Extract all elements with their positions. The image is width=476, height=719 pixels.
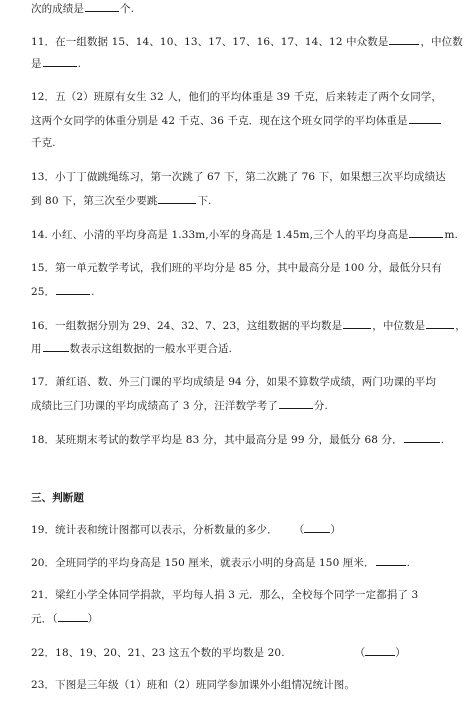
q15-text-b: 25． [31, 286, 56, 298]
q16-line-2 [31, 341, 464, 356]
q20-text-b: . [406, 557, 411, 569]
q14-unit: m. [444, 229, 458, 241]
q12-text: 12．五（2）班原有女生 32 人，他们的平均体重是 39 千克，后来转走了两个女同学， [31, 91, 443, 103]
q21-text-b: 元． [31, 613, 53, 625]
q12-line-2 [31, 113, 464, 128]
q17-line-2 [31, 398, 464, 413]
q14-answer-blank[interactable] [409, 227, 443, 238]
q11-line-1 [31, 34, 464, 49]
q13-line-1 [31, 170, 464, 184]
q20-line [31, 555, 464, 570]
q18-text: 18．某班期末考试的数学平均是 83 分，其中最高分是 99 分，最低分 68 分． [31, 434, 403, 446]
q16-choice-blank[interactable] [43, 341, 69, 352]
section-heading-judgement [31, 491, 464, 505]
q21-line-1 [31, 588, 464, 602]
q12-text-b: 这两个女同学的体重分别是 42 千克、36 千克．现在这个班女同学的平均体重是 [31, 115, 408, 127]
q15-line-1 [31, 261, 464, 275]
q21-paren-close: ） [87, 613, 99, 625]
q22-answer-blank[interactable] [365, 645, 395, 656]
q21-paren-open: （ [52, 613, 58, 625]
q16-mean-blank[interactable] [343, 318, 371, 329]
q16-text-e: 数表示这组数据的一般水平更合适. [69, 343, 233, 355]
q15-answer-blank[interactable] [56, 284, 90, 295]
q13-text: 13．小丁丁做跳绳练习，第一次跳了 67 下，第二次跳了 76 下，如果想三次平均成绩达 [31, 171, 446, 183]
q12-text-c: 千克. [31, 137, 56, 149]
q13-text-b: 到 80 下，第三次至少要跳 [31, 195, 158, 207]
q21-text: 21．梁红小学全体同学捐款，平均每人捐 3 元．那么，全校每个同学一定都捐了 3 [31, 589, 419, 601]
q17-text-b: 成绩比三门功课的平均成绩高了 3 分，汪洋数学考了 [31, 400, 278, 412]
q10-answer-blank[interactable] [85, 1, 119, 12]
q18-line [31, 432, 464, 447]
q16-median-blank[interactable] [426, 318, 454, 329]
q17-line-1 [31, 375, 464, 389]
q11-text-d: . [77, 58, 82, 70]
q12-line-3 [31, 136, 464, 150]
q10-text: 次的成绩是 [31, 3, 84, 15]
q19-line [31, 522, 464, 537]
q11-text-c: 是 [31, 58, 42, 70]
q17-answer-blank[interactable] [279, 398, 313, 409]
q11-text-b: ，中位数 [420, 36, 463, 48]
q16-text-b: ，中位数是 [372, 320, 426, 332]
q16-text-c: ， [455, 320, 466, 332]
q15-text-c: . [91, 286, 95, 298]
q16-line-1 [31, 318, 464, 333]
q23-text: 23．下图是三年级（1）班和（2）班同学参加课外小组情况统计图。 [31, 679, 355, 691]
q18-text-b: . [440, 434, 445, 446]
q11-mode-blank[interactable] [389, 34, 419, 45]
q13-text-c: 下. [197, 195, 212, 207]
q16-text-d: 用 [31, 343, 42, 355]
q12-answer-blank[interactable] [409, 113, 441, 124]
q20-answer-blank[interactable] [376, 555, 406, 566]
q13-line-2 [31, 193, 464, 208]
q14-line [31, 227, 464, 242]
q22-text: 22．18、19、20、21、23 这五个数的平均数是 20. [31, 647, 285, 659]
q22-line [31, 645, 464, 660]
q22-paren-open: （ [354, 647, 366, 659]
q14-text: 14. 小红、小清的平均身高是 1.33m,小军的身高是 1.45m,三个人的平均身高是 [31, 229, 409, 241]
q10-unit: 个. [120, 3, 135, 15]
q21-line-2 [31, 611, 464, 626]
q12-line-1 [31, 90, 464, 104]
q11-line-2 [31, 56, 464, 71]
q17-text: 17．萧红语、数、外三门课的平均成绩是 94 分，如果不算数学成绩，两门功课的平均 [31, 376, 436, 388]
q17-text-c: 分. [313, 400, 328, 412]
q18-answer-blank[interactable] [404, 432, 440, 443]
q22-paren-close: ） [395, 647, 406, 659]
q13-answer-blank[interactable] [158, 193, 196, 204]
q21-answer-blank[interactable] [58, 611, 88, 622]
section-title: 三、判断题 [31, 492, 84, 504]
q10-line [31, 1, 464, 16]
q11-text: 11．在一组数据 15、14、10、13、17、17、16、17、14、12 中众数是 [31, 36, 389, 48]
q11-median-blank[interactable] [43, 56, 77, 67]
q19-text: 19．统计表和统计图都可以表示，分析数量的多少． [31, 524, 278, 536]
q19-answer-blank[interactable] [304, 522, 330, 533]
q20-text: 20．全班同学的平均身高是 150 厘米，就表示小明的身高是 150 厘米． [31, 557, 375, 569]
q19-paren-open: （ [293, 524, 305, 536]
q15-text: 15．第一单元数学考试，我们班的平均分是 85 分，其中最高分是 100 分，最低分只有 [31, 262, 443, 274]
q15-line-2 [31, 284, 464, 299]
q19-paren-close: ） [330, 524, 341, 536]
q23-line [31, 678, 464, 692]
q16-text: 16．一组数据分别为 29、24、32、7、23，这组数据的平均数是 [31, 320, 343, 332]
